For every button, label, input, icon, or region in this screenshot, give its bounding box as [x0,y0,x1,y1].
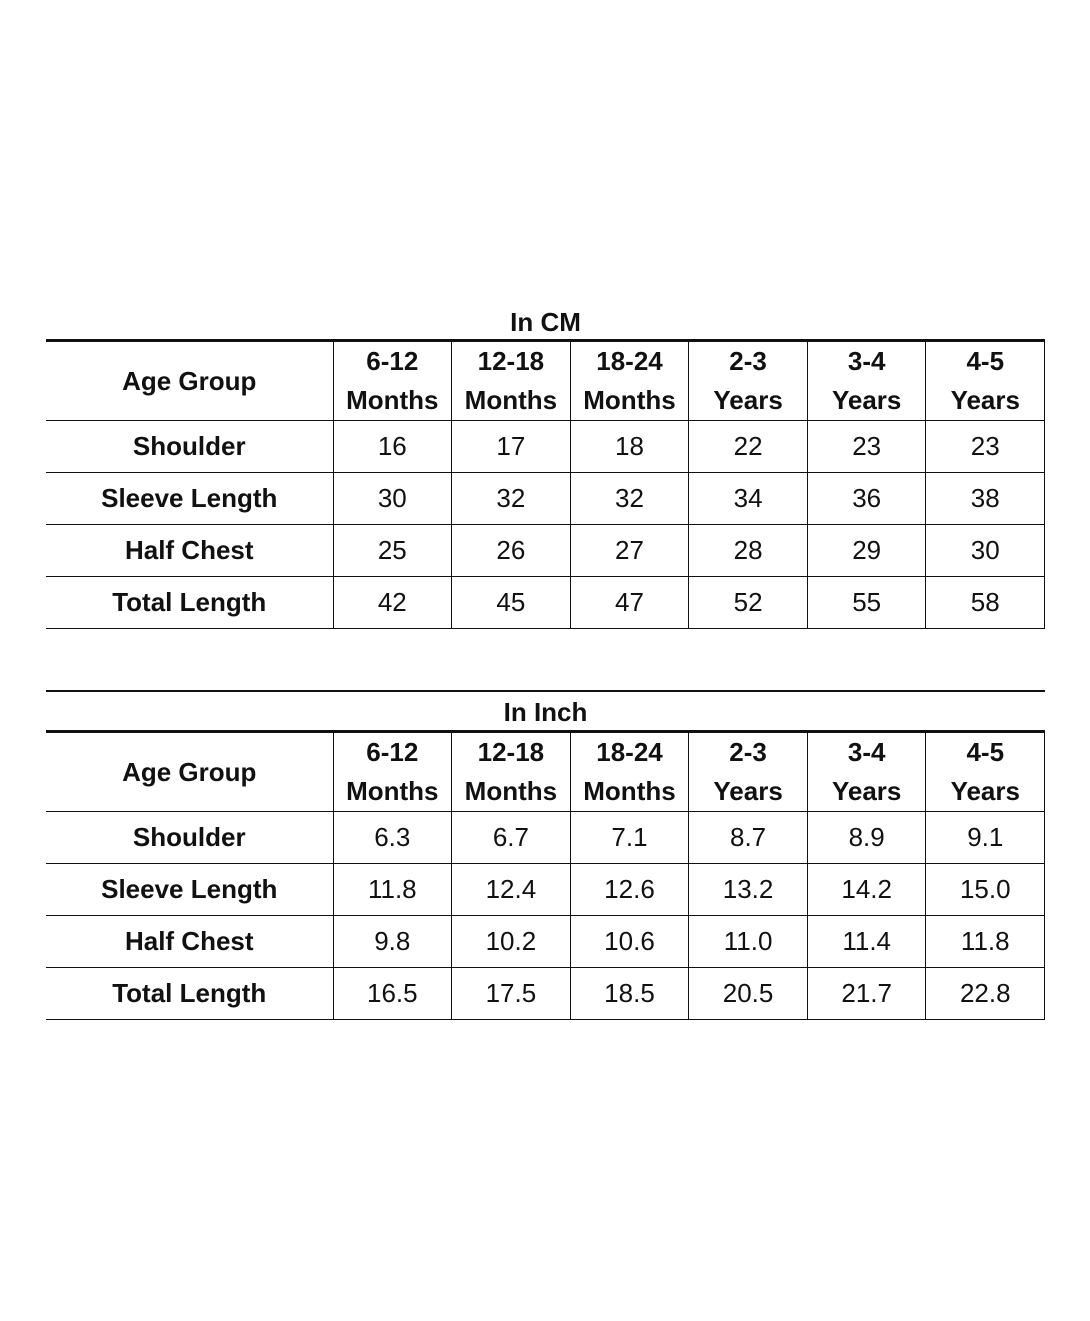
table-cell: 11.4 [807,916,926,968]
column-header [807,342,926,421]
column-age-range: 4-5 [966,346,1005,376]
table-row [46,968,1045,1020]
column-age-range: 6-12 [366,737,419,767]
column-age-range: 2-3 [729,737,767,767]
table-cell: 27 [570,525,689,577]
table-row [46,525,1045,577]
table-cell: 12.6 [570,864,689,916]
table-cell: 9.8 [333,916,452,968]
column-age-range: 6-12 [366,346,419,376]
column-age-range: 2-3 [729,346,767,376]
table-cell: 34 [689,473,808,525]
column-age-range: 4-5 [966,737,1005,767]
table-cell: 18 [570,421,689,473]
size-grid [46,732,1045,1020]
table-row [46,916,1045,968]
table-cell: 58 [926,577,1045,629]
column-header [452,342,571,421]
table-cell: 21.7 [807,968,926,1020]
table-cell: 52 [689,577,808,629]
header-row [46,342,1045,421]
column-header [807,733,926,812]
table-cell: 20.5 [689,968,808,1020]
table-row [46,577,1045,629]
size-table-inch [46,690,1045,1020]
table-cell: 16.5 [333,968,452,1020]
table-cell: 45 [452,577,571,629]
column-age-range: 3-4 [847,737,886,767]
table-cell: 47 [570,577,689,629]
table-cell: 36 [807,473,926,525]
table-row [46,473,1045,525]
column-header [333,733,452,812]
table-cell: 6.3 [333,812,452,864]
column-age-unit: Months [346,385,439,415]
table-cell: 32 [570,473,689,525]
column-header [570,342,689,421]
row-label: Total Length [46,968,333,1020]
column-age-range: 18-24 [596,737,663,767]
table-cell: 29 [807,525,926,577]
column-age-unit: Years [831,776,902,806]
column-age-unit: Years [713,385,783,415]
table-cell: 11.0 [689,916,808,968]
column-age-unit: Years [713,776,783,806]
table-cell: 8.7 [689,812,808,864]
column-age-unit: Months [583,385,676,415]
column-age-range: 12-18 [477,346,545,376]
column-header [689,342,808,421]
column-age-unit: Years [831,385,902,415]
table-cell: 30 [926,525,1045,577]
table-cell: 6.7 [452,812,571,864]
table-cell: 13.2 [689,864,808,916]
table-cell: 10.6 [570,916,689,968]
column-age-unit: Months [583,776,676,806]
age-group-header: Age Group [46,342,333,421]
table-cell: 28 [689,525,808,577]
row-label: Total Length [46,577,333,629]
table-cell: 8.9 [807,812,926,864]
column-header [452,733,571,812]
row-label: Shoulder [46,421,333,473]
column-header [689,733,808,812]
table-cell: 22.8 [926,968,1045,1020]
column-header [570,733,689,812]
table-cell: 22 [689,421,808,473]
table-cell: 30 [333,473,452,525]
row-label: Half Chest [46,525,333,577]
table-cell: 18.5 [570,968,689,1020]
table-cell: 38 [926,473,1045,525]
table-cell: 14.2 [807,864,926,916]
column-header [926,733,1045,812]
table-cell: 16 [333,421,452,473]
table-cell: 15.0 [926,864,1045,916]
table-cell: 7.1 [570,812,689,864]
table-cell: 23 [807,421,926,473]
size-grid [46,341,1045,629]
column-age-unit: Months [464,776,558,806]
age-group-header: Age Group [46,733,333,812]
table-cell: 11.8 [333,864,452,916]
column-age-range: 3-4 [847,346,886,376]
row-label: Shoulder [46,812,333,864]
header-row [46,733,1045,812]
table-row [46,812,1045,864]
table-row [46,421,1045,473]
column-age-range: 12-18 [477,737,545,767]
column-age-range: 18-24 [596,346,663,376]
column-age-unit: Years [950,776,1020,806]
row-label: Sleeve Length [46,473,333,525]
table-cell: 25 [333,525,452,577]
table-cell: 23 [926,421,1045,473]
table-title: In CM [46,305,1045,341]
table-cell: 17 [452,421,571,473]
table-cell: 55 [807,577,926,629]
table-cell: 9.1 [926,812,1045,864]
row-label: Sleeve Length [46,864,333,916]
table-title: In Inch [46,690,1045,732]
table-cell: 42 [333,577,452,629]
column-header [333,342,452,421]
table-cell: 12.4 [452,864,571,916]
column-age-unit: Months [346,776,439,806]
table-row [46,864,1045,916]
table-cell: 17.5 [452,968,571,1020]
table-cell: 10.2 [452,916,571,968]
table-cell: 11.8 [926,916,1045,968]
table-cell: 26 [452,525,571,577]
column-age-unit: Months [464,385,558,415]
size-table-cm [46,305,1045,629]
column-age-unit: Years [950,385,1020,415]
column-header [926,342,1045,421]
row-label: Half Chest [46,916,333,968]
table-cell: 32 [452,473,571,525]
